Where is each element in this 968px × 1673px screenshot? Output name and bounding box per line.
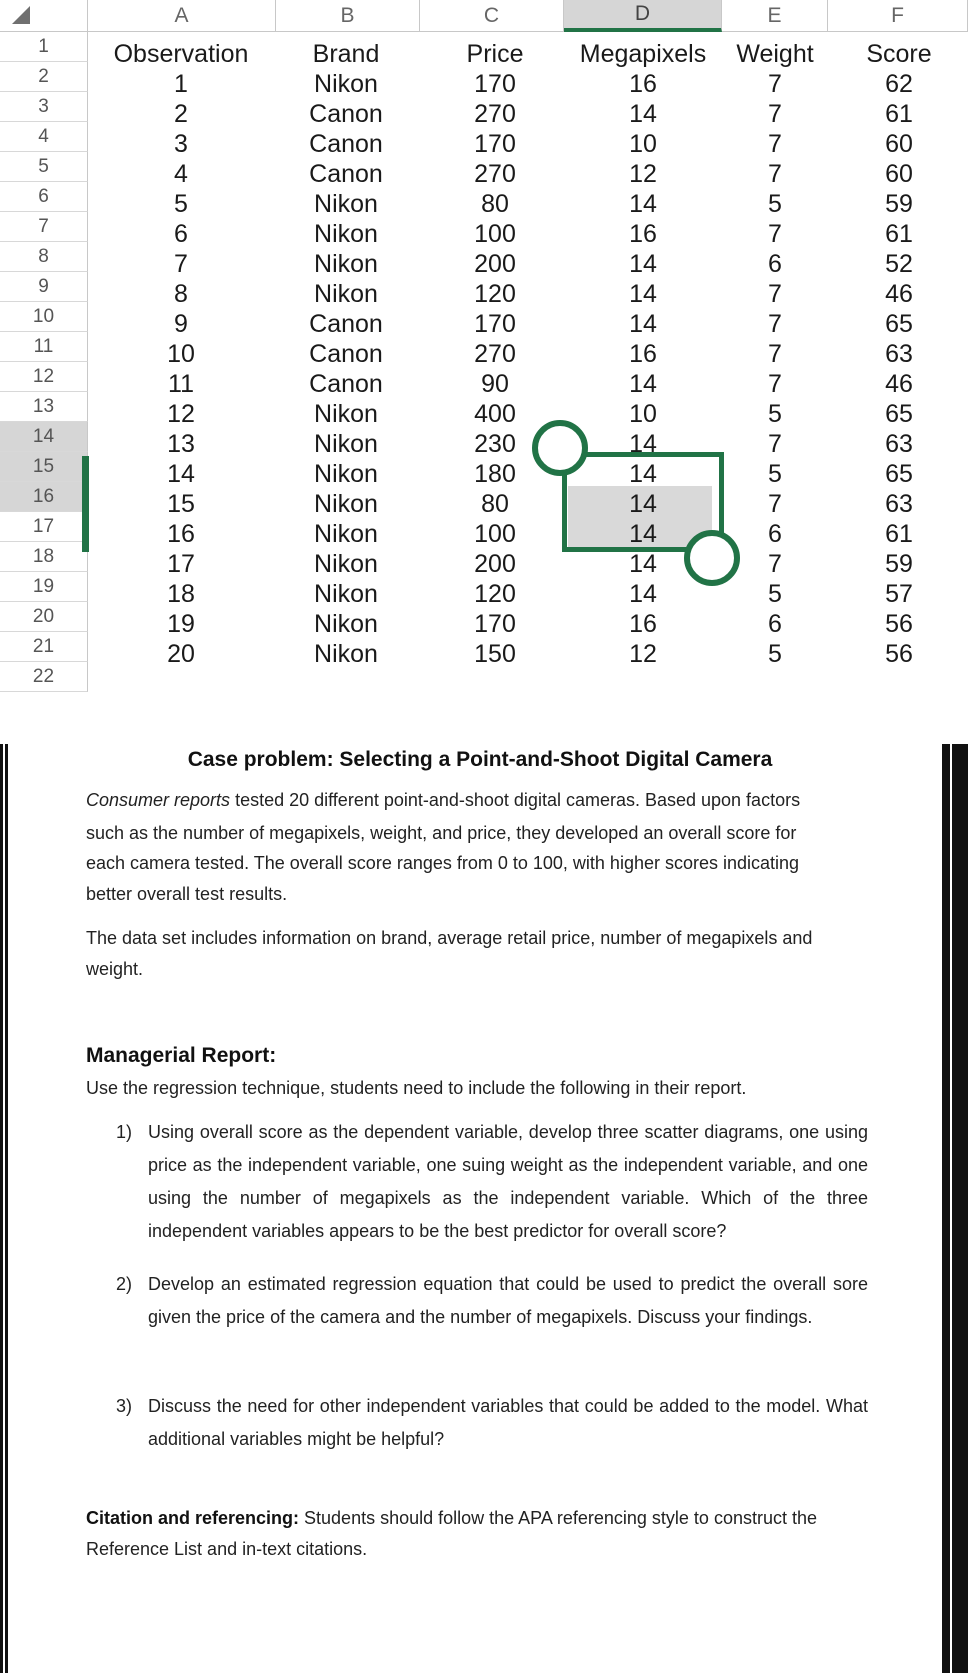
item-number: 2) xyxy=(116,1274,133,1294)
cell-weight[interactable]: 6 xyxy=(768,250,782,278)
cell-weight[interactable]: 7 xyxy=(768,130,782,158)
cell-price[interactable]: 270 xyxy=(474,100,516,128)
cell-score[interactable]: 61 xyxy=(885,220,913,248)
row-header-22[interactable]: 22 xyxy=(0,662,88,692)
cell-score[interactable]: 59 xyxy=(885,190,913,218)
cell-price[interactable]: 400 xyxy=(474,400,516,428)
cell-observation[interactable]: 2 xyxy=(174,100,188,128)
intro-line-4: better overall test results. xyxy=(86,884,288,904)
column-header-f[interactable]: F xyxy=(828,0,968,32)
cell-price[interactable]: 100 xyxy=(474,520,516,548)
cell-brand[interactable]: Nikon xyxy=(314,640,378,668)
cell-weight[interactable]: 7 xyxy=(768,310,782,338)
cell-observation[interactable]: 6 xyxy=(174,220,188,248)
column-header-b[interactable]: B xyxy=(276,0,420,32)
cell-weight[interactable]: 5 xyxy=(768,580,782,608)
cell-megapixels[interactable]: 14 xyxy=(629,370,657,398)
row-header-1[interactable]: 1 xyxy=(0,32,88,62)
cell-score[interactable]: 56 xyxy=(885,610,913,638)
cell-brand[interactable]: Nikon xyxy=(314,610,378,638)
citation-line-1-rest: Students should follow the APA referencing style to construct the xyxy=(299,1508,817,1528)
row-header-20[interactable]: 20 xyxy=(0,602,88,632)
row-header-10[interactable]: 10 xyxy=(0,302,88,332)
cell-observation[interactable]: 18 xyxy=(167,580,195,608)
cell-score[interactable]: 62 xyxy=(885,70,913,98)
cell-weight[interactable]: 5 xyxy=(768,460,782,488)
cell-weight[interactable]: 7 xyxy=(768,70,782,98)
row-header-12[interactable]: 12 xyxy=(0,362,88,392)
cell-weight[interactable]: 7 xyxy=(768,430,782,458)
row-selection-indicator xyxy=(82,456,89,552)
cell-score[interactable]: 56 xyxy=(885,640,913,668)
cell-megapixels[interactable]: 16 xyxy=(629,220,657,248)
cell-megapixels[interactable]: 14 xyxy=(629,280,657,308)
cell-brand[interactable]: Nikon xyxy=(314,580,378,608)
cell-brand[interactable]: Nikon xyxy=(314,220,378,248)
cell-observation[interactable]: 12 xyxy=(167,400,195,428)
cell-brand[interactable]: Nikon xyxy=(314,280,378,308)
cell-score[interactable]: 63 xyxy=(885,490,913,518)
row-header-11[interactable]: 11 xyxy=(0,332,88,362)
row-header-18[interactable]: 18 xyxy=(0,542,88,572)
row-header-13[interactable]: 13 xyxy=(0,392,88,422)
cell-brand[interactable]: Nikon xyxy=(314,490,378,518)
row-header-9[interactable]: 9 xyxy=(0,272,88,302)
cell-price[interactable]: 230 xyxy=(474,430,516,458)
case-title: Case problem: Selecting a Point-and-Shoot Digital Camera xyxy=(187,748,773,771)
cell-megapixels[interactable]: 10 xyxy=(629,130,657,158)
cell-observation[interactable]: 13 xyxy=(167,430,195,458)
header-cell-megapixels[interactable]: Megapixels xyxy=(579,40,707,68)
cell-weight[interactable]: 7 xyxy=(768,370,782,398)
cell-brand[interactable]: Nikon xyxy=(314,250,378,278)
cell-observation[interactable]: 3 xyxy=(174,130,188,158)
cell-observation[interactable]: 11 xyxy=(168,370,194,398)
row-header-14[interactable]: 14 xyxy=(0,422,88,452)
item-number: 1) xyxy=(116,1122,133,1142)
cell-price[interactable]: 170 xyxy=(474,130,516,158)
data-line-2: weight. xyxy=(86,959,144,979)
cell-megapixels[interactable]: 14 xyxy=(629,460,657,488)
row-header-8[interactable]: 8 xyxy=(0,242,88,272)
report-heading: Managerial Report: xyxy=(86,1044,277,1067)
intro-line-2: such as the number of megapixels, weight, and price, they developed an overall score for xyxy=(86,823,797,843)
cell-price[interactable]: 150 xyxy=(474,640,516,668)
citation-line-2: Reference List and in-text citations. xyxy=(86,1539,368,1559)
cell-weight[interactable]: 5 xyxy=(768,400,782,428)
row-header-5[interactable]: 5 xyxy=(0,152,88,182)
cell-price[interactable]: 170 xyxy=(474,610,516,638)
row-header-19[interactable]: 19 xyxy=(0,572,88,602)
cell-observation[interactable]: 7 xyxy=(174,250,188,278)
cell-observation[interactable]: 15 xyxy=(167,490,195,518)
item-text: Discuss the need for other independent variables that could be added to the model. What additional variables might be helpful? xyxy=(148,1396,868,1449)
cell-megapixels[interactable]: 14 xyxy=(629,430,657,458)
cell-observation[interactable]: 20 xyxy=(167,640,195,668)
cell-price[interactable]: 120 xyxy=(474,280,516,308)
cell-megapixels[interactable]: 16 xyxy=(629,70,657,98)
cell-price[interactable]: 90 xyxy=(481,370,509,398)
cell-price[interactable]: 170 xyxy=(474,70,516,98)
cell-score[interactable]: 65 xyxy=(885,460,913,488)
cell-megapixels[interactable]: 16 xyxy=(629,340,657,368)
cell-observation[interactable]: 14 xyxy=(167,460,195,488)
cell-brand[interactable]: Nikon xyxy=(314,190,378,218)
cell-megapixels[interactable]: 14 xyxy=(629,310,657,338)
cell-brand[interactable]: Nikon xyxy=(314,550,378,578)
header-cell-score[interactable]: Score xyxy=(866,40,932,68)
row-header-7[interactable]: 7 xyxy=(0,212,88,242)
column-header-a[interactable]: A xyxy=(88,0,276,32)
cell-megapixels[interactable]: 14 xyxy=(629,550,657,578)
cell-brand[interactable]: Canon xyxy=(309,130,383,158)
cell-price[interactable]: 270 xyxy=(474,160,516,188)
cell-brand[interactable]: Nikon xyxy=(314,460,378,488)
cell-brand[interactable]: Canon xyxy=(309,310,383,338)
row-header-15[interactable]: 15 xyxy=(0,452,88,482)
cell-price[interactable]: 270 xyxy=(474,340,516,368)
cell-observation[interactable]: 16 xyxy=(167,520,195,548)
cell-score[interactable]: 57 xyxy=(885,580,913,608)
cell-weight[interactable]: 7 xyxy=(768,100,782,128)
cell-observation[interactable]: 9 xyxy=(174,310,188,338)
row-header-21[interactable]: 21 xyxy=(0,632,88,662)
cell-score[interactable]: 46 xyxy=(885,280,913,308)
data-line-1: The data set includes information on brand, average retail price, number of megapixels and xyxy=(86,928,813,948)
cell-score[interactable]: 46 xyxy=(885,370,913,398)
report-item-2 xyxy=(116,1268,868,1334)
row-header-2[interactable]: 2 xyxy=(0,62,88,92)
cell-megapixels[interactable]: 16 xyxy=(629,610,657,638)
cell-score[interactable]: 63 xyxy=(885,340,913,368)
intro-lead: Consumer reports xyxy=(86,790,231,810)
cell-weight[interactable]: 7 xyxy=(768,550,782,578)
cell-score[interactable]: 59 xyxy=(885,550,913,578)
cell-score[interactable]: 60 xyxy=(885,130,913,158)
cell-brand[interactable]: Canon xyxy=(309,370,383,398)
cell-megapixels[interactable]: 14 xyxy=(629,580,657,608)
cell-observation[interactable]: 17 xyxy=(167,550,195,578)
cell-brand[interactable]: Canon xyxy=(309,100,383,128)
cell-price[interactable]: 180 xyxy=(474,460,516,488)
row-header-4[interactable]: 4 xyxy=(0,122,88,152)
cell-megapixels[interactable]: 14 xyxy=(629,490,657,518)
cell-weight[interactable]: 6 xyxy=(768,520,782,548)
cell-brand[interactable]: Nikon xyxy=(314,520,378,548)
cell-score[interactable]: 65 xyxy=(885,310,913,338)
cell-price[interactable]: 200 xyxy=(474,250,516,278)
cell-score[interactable]: 61 xyxy=(885,520,913,548)
item-text: Develop an estimated regression equation that could be used to predict the overall sore given the price of the camera and the number of megapixels. Discuss your findings. xyxy=(148,1274,868,1327)
cell-brand[interactable]: Nikon xyxy=(314,70,378,98)
intro-line-3: each camera tested. The overall score ranges from 0 to 100, with higher scores indicating xyxy=(86,853,800,873)
select-all-button[interactable] xyxy=(0,0,88,32)
cell-weight[interactable]: 6 xyxy=(768,610,782,638)
cell-weight[interactable]: 7 xyxy=(768,340,782,368)
cell-brand[interactable]: Nikon xyxy=(314,430,378,458)
cell-score[interactable]: 63 xyxy=(885,430,913,458)
cell-observation[interactable]: 8 xyxy=(174,280,188,308)
selection-handle-end[interactable] xyxy=(684,530,740,586)
cell-megapixels[interactable]: 14 xyxy=(629,250,657,278)
select-all-icon xyxy=(12,6,30,24)
report-intro: Use the regression technique, students need to include the following in their report. xyxy=(86,1078,747,1098)
cell-megapixels[interactable]: 14 xyxy=(629,100,657,128)
cell-observation[interactable]: 19 xyxy=(167,610,195,638)
intro-line-1 xyxy=(86,784,866,817)
intro-line-1-rest: tested 20 different point-and-shoot digital cameras. Based upon factors xyxy=(230,790,801,810)
column-header-c[interactable]: C xyxy=(420,0,564,32)
cell-observation[interactable]: 1 xyxy=(174,70,188,98)
row-header-3[interactable]: 3 xyxy=(0,92,88,122)
column-header-e[interactable]: E xyxy=(722,0,828,32)
item-text: Using overall score as the dependent variable, develop three scatter diagrams, one using price as the independent variable, one suing weight as the independent variable, and one using the number of megapixels as the independent variable. Which of the three independent variables appears to be the best predictor for overall score? xyxy=(148,1122,868,1241)
report-item-3 xyxy=(116,1390,868,1456)
citation-label: Citation and referencing: xyxy=(86,1508,300,1528)
cell-price[interactable]: 200 xyxy=(474,550,516,578)
cell-observation[interactable]: 10 xyxy=(167,340,195,368)
scan-edge-left xyxy=(0,744,10,1673)
case-document xyxy=(0,744,968,1673)
header-cell-brand[interactable]: Brand xyxy=(312,40,380,68)
cell-weight[interactable]: 5 xyxy=(768,190,782,218)
row-header-16[interactable]: 16 xyxy=(0,482,88,512)
cell-weight[interactable]: 5 xyxy=(768,640,782,668)
cell-price[interactable]: 80 xyxy=(481,490,509,518)
cell-price[interactable]: 120 xyxy=(474,580,516,608)
cell-score[interactable]: 61 xyxy=(885,100,913,128)
cell-weight[interactable]: 7 xyxy=(768,160,782,188)
header-cell-weight[interactable]: Weight xyxy=(736,40,814,68)
cell-megapixels[interactable]: 14 xyxy=(629,190,657,218)
cell-price[interactable]: 80 xyxy=(481,190,509,218)
report-item-1 xyxy=(116,1116,868,1248)
cell-score[interactable]: 60 xyxy=(885,160,913,188)
cell-megapixels[interactable]: 14 xyxy=(629,520,657,548)
cell-megapixels[interactable]: 12 xyxy=(629,160,657,188)
header-cell-price[interactable]: Price xyxy=(466,40,524,68)
column-header-d[interactable]: D xyxy=(564,0,722,32)
cell-weight[interactable]: 7 xyxy=(768,280,782,308)
cell-brand[interactable]: Canon xyxy=(309,160,383,188)
scan-edge-right xyxy=(942,744,968,1673)
cell-price[interactable]: 170 xyxy=(474,310,516,338)
selection-handle-start[interactable] xyxy=(532,420,588,476)
spreadsheet xyxy=(0,0,968,744)
cell-observation[interactable]: 5 xyxy=(174,190,188,218)
cell-score[interactable]: 65 xyxy=(885,400,913,428)
cell-brand[interactable]: Canon xyxy=(309,340,383,368)
row-header-6[interactable]: 6 xyxy=(0,182,88,212)
cell-brand[interactable]: Nikon xyxy=(314,400,378,428)
cell-score[interactable]: 52 xyxy=(885,250,913,278)
cell-megapixels[interactable]: 10 xyxy=(629,400,657,428)
cell-price[interactable]: 100 xyxy=(474,220,516,248)
cell-weight[interactable]: 7 xyxy=(768,220,782,248)
header-cell-observation[interactable]: Observation xyxy=(113,40,249,68)
cell-megapixels[interactable]: 12 xyxy=(629,640,657,668)
cell-weight[interactable]: 7 xyxy=(768,490,782,518)
row-header-17[interactable]: 17 xyxy=(0,512,88,542)
item-number: 3) xyxy=(116,1396,133,1416)
citation-line-1 xyxy=(86,1502,866,1535)
cell-observation[interactable]: 4 xyxy=(174,160,188,188)
